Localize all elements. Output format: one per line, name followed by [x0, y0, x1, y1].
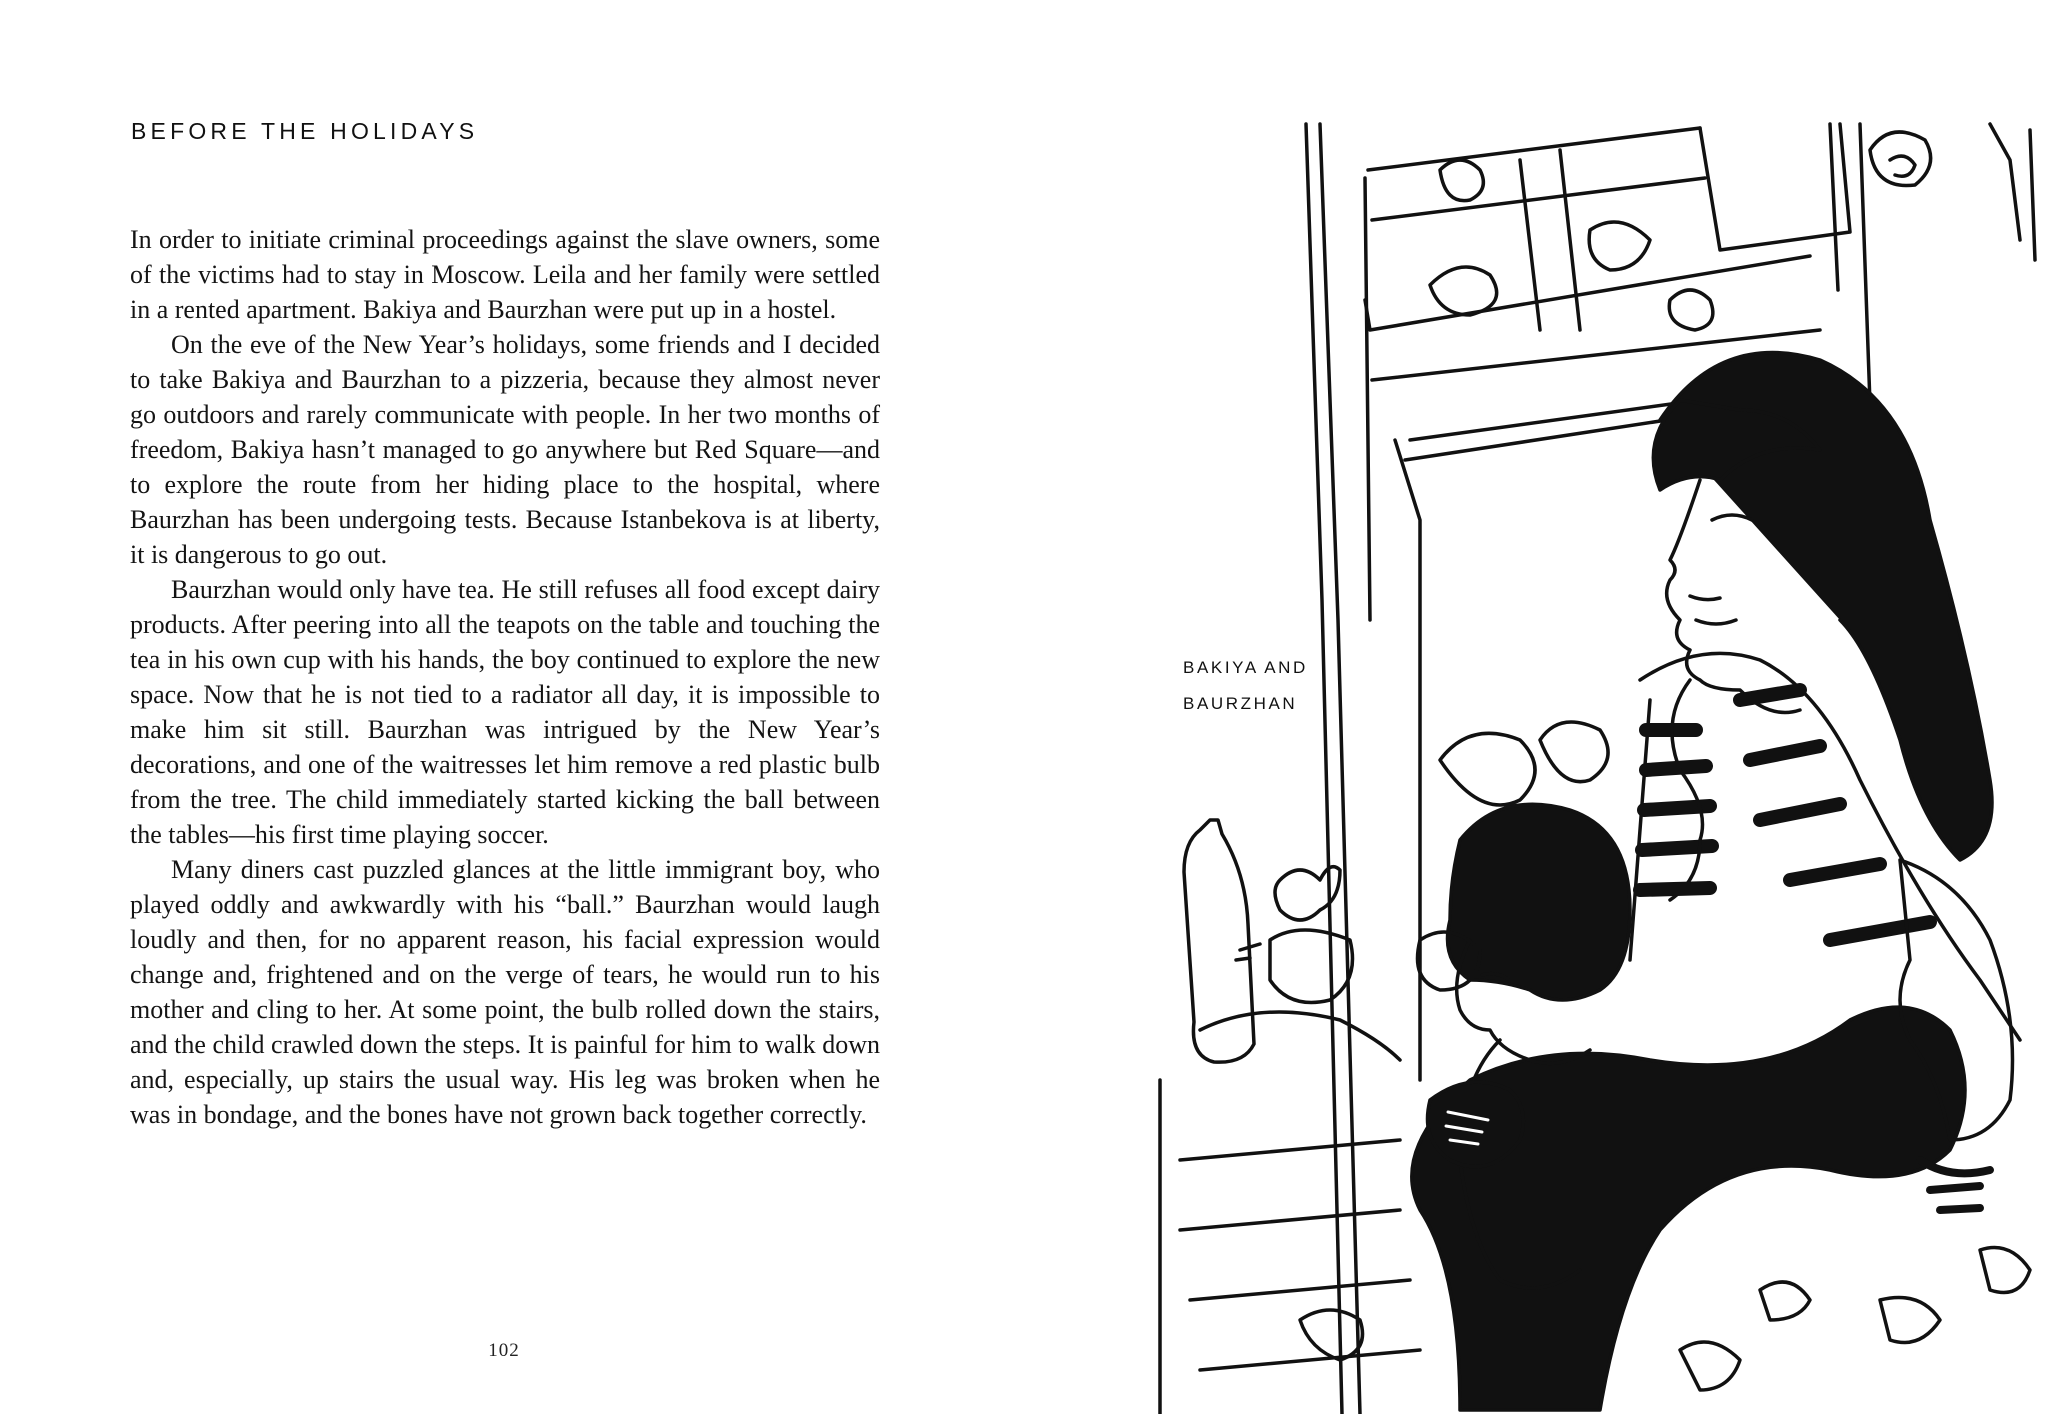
paragraph-3: Baurzhan would only have tea. He still refuses all food except dairy products. After peering into all the teapots on the table and touching the tea in his own cup with his hands, the boy continued to explore the new space. Now that he is not tied to a radiator all day, it is impossible to make him sit still. Baurzhan was intrigued by the New Year’s decorations, and one of the waitresses let him remove a red plastic bulb from the tree. The child immediately started kicking the ball between the tables—his first time playing soccer. — [130, 575, 880, 849]
running-head: BEFORE THE HOLIDAYS — [131, 118, 479, 144]
paragraph-1: In order to initiate criminal proceedings against the slave owners, some of the victims had to stay in Moscow. Leila and her family were settled in a rented apartment. Bakiya and Baurzhan were put up in a hostel. — [130, 225, 880, 324]
caption-line-1: BAKIYA AND — [1183, 658, 1308, 677]
illustration-bakiya-and-baurzhan — [1150, 118, 2048, 1414]
body-text — [130, 222, 880, 1132]
paragraph-4: Many diners cast puzzled glances at the little immigrant boy, who played oddly and awkwardly with his “ball.” Baurzhan would laugh loudly and then, for no apparent reason, his facial expression would change and, frightened and on the verge of tears, he would run to his mother and cling to her. At some point, the bulb rolled down the stairs, and the child crawled down the steps. It is painful for him to walk down and, especially, up stairs the usual way. His leg was broken when he was in bondage, and the bones have not grown back together correctly. — [130, 855, 880, 1129]
caption-line-2: BAURZHAN — [1183, 694, 1298, 713]
paragraph-2: On the eve of the New Year’s holidays, some friends and I decided to take Bakiya and Baurzhan to a pizzeria, because they almost never go outdoors and rarely communicate with people. In her two months of freedom, Bakiya hasn’t managed to go anywhere but Red Square—and to explore the route from her hiding place to the hospital, where Baurzhan has been undergoing tests. Because Istanbekova is at liberty, it is dangerous to go out. — [130, 330, 880, 569]
page-number: 102 — [488, 1340, 520, 1361]
